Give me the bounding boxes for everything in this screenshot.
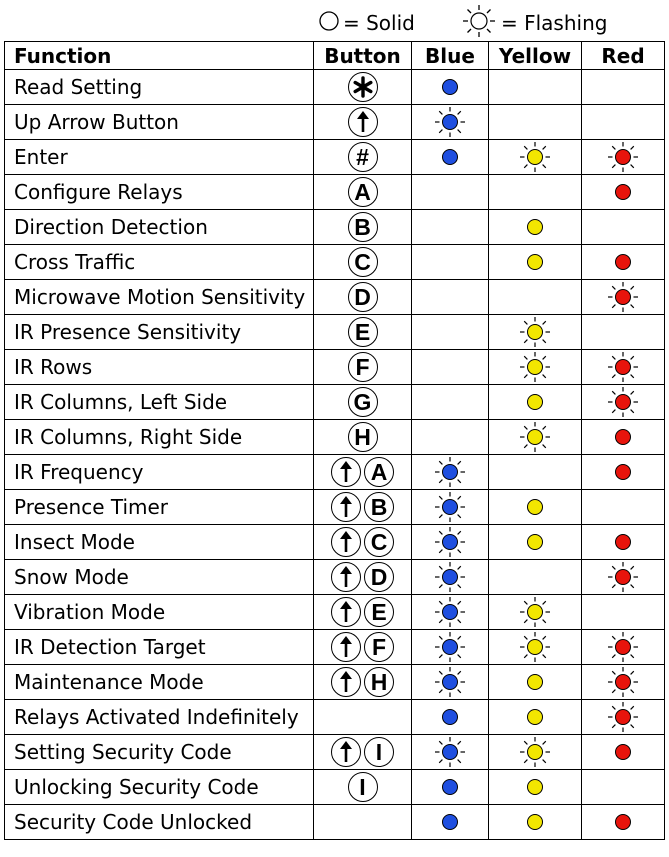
yellow-flashing-light-icon	[489, 352, 581, 382]
yellow-flashing-light-icon	[489, 597, 581, 627]
key-label: F	[371, 633, 387, 660]
red-indicator-cell	[582, 245, 665, 280]
blue-flashing-light-icon	[412, 597, 488, 627]
key-e-icon	[348, 317, 378, 347]
legend-solid	[318, 6, 415, 40]
table-row	[5, 735, 665, 770]
up-arrow-key-icon	[331, 597, 361, 627]
function-cell: Vibration Mode	[5, 595, 314, 630]
key-h-icon	[364, 667, 394, 697]
key-label: H	[354, 423, 371, 450]
button-cell	[314, 70, 412, 105]
yellow-solid-light-icon	[489, 527, 581, 557]
function-cell: IR Detection Target	[5, 630, 314, 665]
yellow-flashing-light-icon	[489, 737, 581, 767]
table-row	[5, 665, 665, 700]
key-d-icon	[348, 282, 378, 312]
function-cell: Unlocking Security Code	[5, 770, 314, 805]
table-row	[5, 105, 665, 140]
key-label: I	[375, 738, 383, 765]
blue-indicator-cell	[412, 420, 489, 455]
key-c-icon	[364, 527, 394, 557]
red-solid-light-icon	[582, 177, 664, 207]
button-cell	[314, 770, 412, 805]
function-cell: Relays Activated Indefinitely	[5, 700, 314, 735]
blue-flashing-light-icon	[412, 737, 488, 767]
function-cell: Direction Detection	[5, 210, 314, 245]
red-indicator-cell	[582, 700, 665, 735]
yellow-indicator-cell	[489, 490, 582, 525]
key-hash-icon	[348, 142, 378, 172]
function-cell: Setting Security Code	[5, 735, 314, 770]
red-indicator-cell	[582, 630, 665, 665]
blue-indicator-cell	[412, 140, 489, 175]
table-row	[5, 525, 665, 560]
button-cell	[314, 420, 412, 455]
yellow-indicator-cell	[489, 525, 582, 560]
red-indicator-cell	[582, 175, 665, 210]
yellow-indicator-cell	[489, 455, 582, 490]
table-row	[5, 700, 665, 735]
button-cell	[314, 595, 412, 630]
red-indicator-cell	[582, 735, 665, 770]
key-label: A	[370, 458, 388, 485]
blue-solid-light-icon	[412, 142, 488, 172]
blue-indicator-cell	[412, 105, 489, 140]
key-label: C	[370, 528, 388, 555]
red-flashing-light-icon	[582, 702, 664, 732]
red-indicator-cell	[582, 420, 665, 455]
blue-indicator-cell	[412, 630, 489, 665]
yellow-solid-light-icon	[489, 212, 581, 242]
table-row	[5, 805, 665, 840]
function-cell: Read Setting	[5, 70, 314, 105]
function-cell: Insect Mode	[5, 525, 314, 560]
key-label: F	[355, 353, 370, 380]
table-row	[5, 630, 665, 665]
yellow-indicator-cell	[489, 700, 582, 735]
button-cell	[314, 700, 412, 735]
blue-flashing-light-icon	[412, 667, 488, 697]
red-indicator-cell	[582, 385, 665, 420]
blue-indicator-cell	[412, 805, 489, 840]
table-row	[5, 455, 665, 490]
key-g-icon	[348, 387, 378, 417]
function-table	[4, 41, 665, 840]
blue-flashing-light-icon	[412, 632, 488, 662]
red-indicator-cell	[582, 350, 665, 385]
red-indicator-cell	[582, 665, 665, 700]
table-row	[5, 210, 665, 245]
red-solid-light-icon	[582, 737, 664, 767]
yellow-indicator-cell	[489, 175, 582, 210]
button-cell	[314, 490, 412, 525]
key-label: B	[354, 213, 371, 240]
up-arrow-key-icon	[331, 492, 361, 522]
yellow-solid-light-icon	[489, 807, 581, 837]
red-indicator-cell	[582, 525, 665, 560]
header-blue: Blue	[412, 42, 489, 70]
yellow-indicator-cell	[489, 595, 582, 630]
function-cell: Maintenance Mode	[5, 665, 314, 700]
blue-indicator-cell	[412, 245, 489, 280]
yellow-indicator-cell	[489, 560, 582, 595]
yellow-indicator-cell	[489, 665, 582, 700]
function-cell: Snow Mode	[5, 560, 314, 595]
key-label: G	[353, 388, 372, 415]
table-row	[5, 595, 665, 630]
table-row	[5, 560, 665, 595]
function-cell: Cross Traffic	[5, 245, 314, 280]
function-cell: Configure Relays	[5, 175, 314, 210]
table-row	[5, 385, 665, 420]
table-row	[5, 245, 665, 280]
key-e-icon	[364, 597, 394, 627]
up-arrow-key-icon	[331, 632, 361, 662]
blue-indicator-cell	[412, 455, 489, 490]
button-cell	[314, 140, 412, 175]
yellow-indicator-cell	[489, 105, 582, 140]
up-arrow-key-icon	[331, 562, 361, 592]
table-row	[5, 420, 665, 455]
red-indicator-cell	[582, 490, 665, 525]
blue-flashing-light-icon	[412, 562, 488, 592]
blue-solid-light-icon	[412, 807, 488, 837]
red-indicator-cell	[582, 595, 665, 630]
red-indicator-cell	[582, 770, 665, 805]
yellow-solid-light-icon	[489, 387, 581, 417]
function-cell: IR Columns, Right Side	[5, 420, 314, 455]
yellow-indicator-cell	[489, 280, 582, 315]
yellow-flashing-light-icon	[489, 142, 581, 172]
yellow-solid-light-icon	[489, 772, 581, 802]
yellow-indicator-cell	[489, 805, 582, 840]
function-cell: IR Rows	[5, 350, 314, 385]
red-solid-light-icon	[582, 457, 664, 487]
blue-indicator-cell	[412, 280, 489, 315]
button-cell	[314, 455, 412, 490]
key-i-icon	[364, 737, 394, 767]
red-solid-light-icon	[582, 807, 664, 837]
function-cell: Up Arrow Button	[5, 105, 314, 140]
key-i-icon	[348, 772, 378, 802]
button-cell	[314, 280, 412, 315]
blue-solid-light-icon	[412, 72, 488, 102]
table-row	[5, 350, 665, 385]
header-red: Red	[582, 42, 665, 70]
yellow-solid-light-icon	[489, 667, 581, 697]
blue-indicator-cell	[412, 525, 489, 560]
up-arrow-key-icon	[331, 527, 361, 557]
key-label: B	[370, 493, 388, 520]
key-label: C	[354, 248, 371, 275]
blue-indicator-cell	[412, 175, 489, 210]
key-label: E	[371, 598, 387, 625]
button-cell	[314, 665, 412, 700]
yellow-indicator-cell	[489, 315, 582, 350]
key-c-icon	[348, 247, 378, 277]
red-indicator-cell	[582, 455, 665, 490]
legend-flashing-label: = Flashing	[501, 11, 608, 35]
key-b-icon	[364, 492, 394, 522]
yellow-indicator-cell	[489, 630, 582, 665]
key-a-icon	[348, 177, 378, 207]
blue-solid-light-icon	[412, 702, 488, 732]
table-row	[5, 490, 665, 525]
asterisk-key-icon	[348, 72, 378, 102]
up-arrow-key-icon	[331, 457, 361, 487]
blue-indicator-cell	[412, 70, 489, 105]
function-cell: Enter	[5, 140, 314, 175]
yellow-indicator-cell	[489, 770, 582, 805]
blue-indicator-cell	[412, 665, 489, 700]
key-b-icon	[348, 212, 378, 242]
yellow-indicator-cell	[489, 140, 582, 175]
key-d-icon	[364, 562, 394, 592]
key-a-icon	[364, 457, 394, 487]
yellow-indicator-cell	[489, 735, 582, 770]
blue-indicator-cell	[412, 210, 489, 245]
table-row	[5, 280, 665, 315]
yellow-indicator-cell	[489, 420, 582, 455]
function-cell: IR Columns, Left Side	[5, 385, 314, 420]
yellow-solid-light-icon	[489, 247, 581, 277]
legend	[0, 6, 669, 40]
table-row	[5, 770, 665, 805]
blue-indicator-cell	[412, 770, 489, 805]
button-cell	[314, 245, 412, 280]
red-flashing-light-icon	[582, 142, 664, 172]
yellow-indicator-cell	[489, 210, 582, 245]
blue-flashing-light-icon	[412, 457, 488, 487]
key-label: #	[356, 143, 369, 170]
button-cell	[314, 805, 412, 840]
key-f-icon	[348, 352, 378, 382]
red-flashing-light-icon	[582, 667, 664, 697]
table-row	[5, 315, 665, 350]
red-solid-light-icon	[582, 527, 664, 557]
header-function: Function	[5, 42, 314, 70]
yellow-indicator-cell	[489, 350, 582, 385]
red-indicator-cell	[582, 560, 665, 595]
legend-solid-label: = Solid	[343, 11, 415, 35]
button-cell	[314, 735, 412, 770]
blue-indicator-cell	[412, 385, 489, 420]
red-indicator-cell	[582, 140, 665, 175]
table-row	[5, 70, 665, 105]
up-arrow-key-icon	[331, 737, 361, 767]
yellow-solid-light-icon	[489, 702, 581, 732]
button-cell	[314, 210, 412, 245]
red-flashing-light-icon	[582, 632, 664, 662]
red-indicator-cell	[582, 210, 665, 245]
legend-flashing	[460, 6, 607, 40]
function-cell: IR Presence Sensitivity	[5, 315, 314, 350]
button-cell	[314, 175, 412, 210]
button-cell	[314, 350, 412, 385]
table-row	[5, 175, 665, 210]
blue-indicator-cell	[412, 595, 489, 630]
red-indicator-cell	[582, 70, 665, 105]
key-label: I	[359, 773, 366, 800]
red-solid-light-icon	[582, 422, 664, 452]
blue-indicator-cell	[412, 490, 489, 525]
red-solid-light-icon	[582, 247, 664, 277]
key-label: E	[354, 318, 371, 345]
function-cell: Presence Timer	[5, 490, 314, 525]
red-flashing-light-icon	[582, 282, 664, 312]
yellow-indicator-cell	[489, 70, 582, 105]
table-row	[5, 140, 665, 175]
blue-indicator-cell	[412, 350, 489, 385]
red-flashing-light-icon	[582, 387, 664, 417]
header-yellow: Yellow	[489, 42, 582, 70]
red-flashing-light-icon	[582, 352, 664, 382]
blue-indicator-cell	[412, 560, 489, 595]
function-cell: Security Code Unlocked	[5, 805, 314, 840]
button-cell	[314, 315, 412, 350]
yellow-flashing-light-icon	[489, 317, 581, 347]
function-cell: Microwave Motion Sensitivity	[5, 280, 314, 315]
up-arrow-key-icon	[348, 107, 378, 137]
key-label: D	[370, 563, 388, 590]
red-indicator-cell	[582, 315, 665, 350]
key-f-icon	[364, 632, 394, 662]
key-label: H	[370, 668, 388, 695]
yellow-flashing-light-icon	[489, 632, 581, 662]
red-indicator-cell	[582, 105, 665, 140]
header-button: Button	[314, 42, 412, 70]
key-label: A	[354, 178, 371, 205]
blue-indicator-cell	[412, 700, 489, 735]
button-cell	[314, 630, 412, 665]
solid-circle-icon	[318, 10, 343, 37]
blue-flashing-light-icon	[412, 107, 488, 137]
blue-indicator-cell	[412, 735, 489, 770]
header-row	[5, 42, 665, 70]
red-flashing-light-icon	[582, 562, 664, 592]
button-cell	[314, 525, 412, 560]
yellow-flashing-light-icon	[489, 422, 581, 452]
yellow-solid-light-icon	[489, 492, 581, 522]
button-cell	[314, 385, 412, 420]
key-h-icon	[348, 422, 378, 452]
button-cell	[314, 560, 412, 595]
function-cell: IR Frequency	[5, 455, 314, 490]
yellow-indicator-cell	[489, 385, 582, 420]
red-indicator-cell	[582, 805, 665, 840]
key-label: D	[354, 283, 371, 310]
red-indicator-cell	[582, 280, 665, 315]
blue-flashing-light-icon	[412, 492, 488, 522]
yellow-indicator-cell	[489, 245, 582, 280]
flashing-circle-icon	[460, 4, 501, 43]
blue-solid-light-icon	[412, 772, 488, 802]
blue-flashing-light-icon	[412, 527, 488, 557]
button-cell	[314, 105, 412, 140]
up-arrow-key-icon	[331, 667, 361, 697]
blue-indicator-cell	[412, 315, 489, 350]
